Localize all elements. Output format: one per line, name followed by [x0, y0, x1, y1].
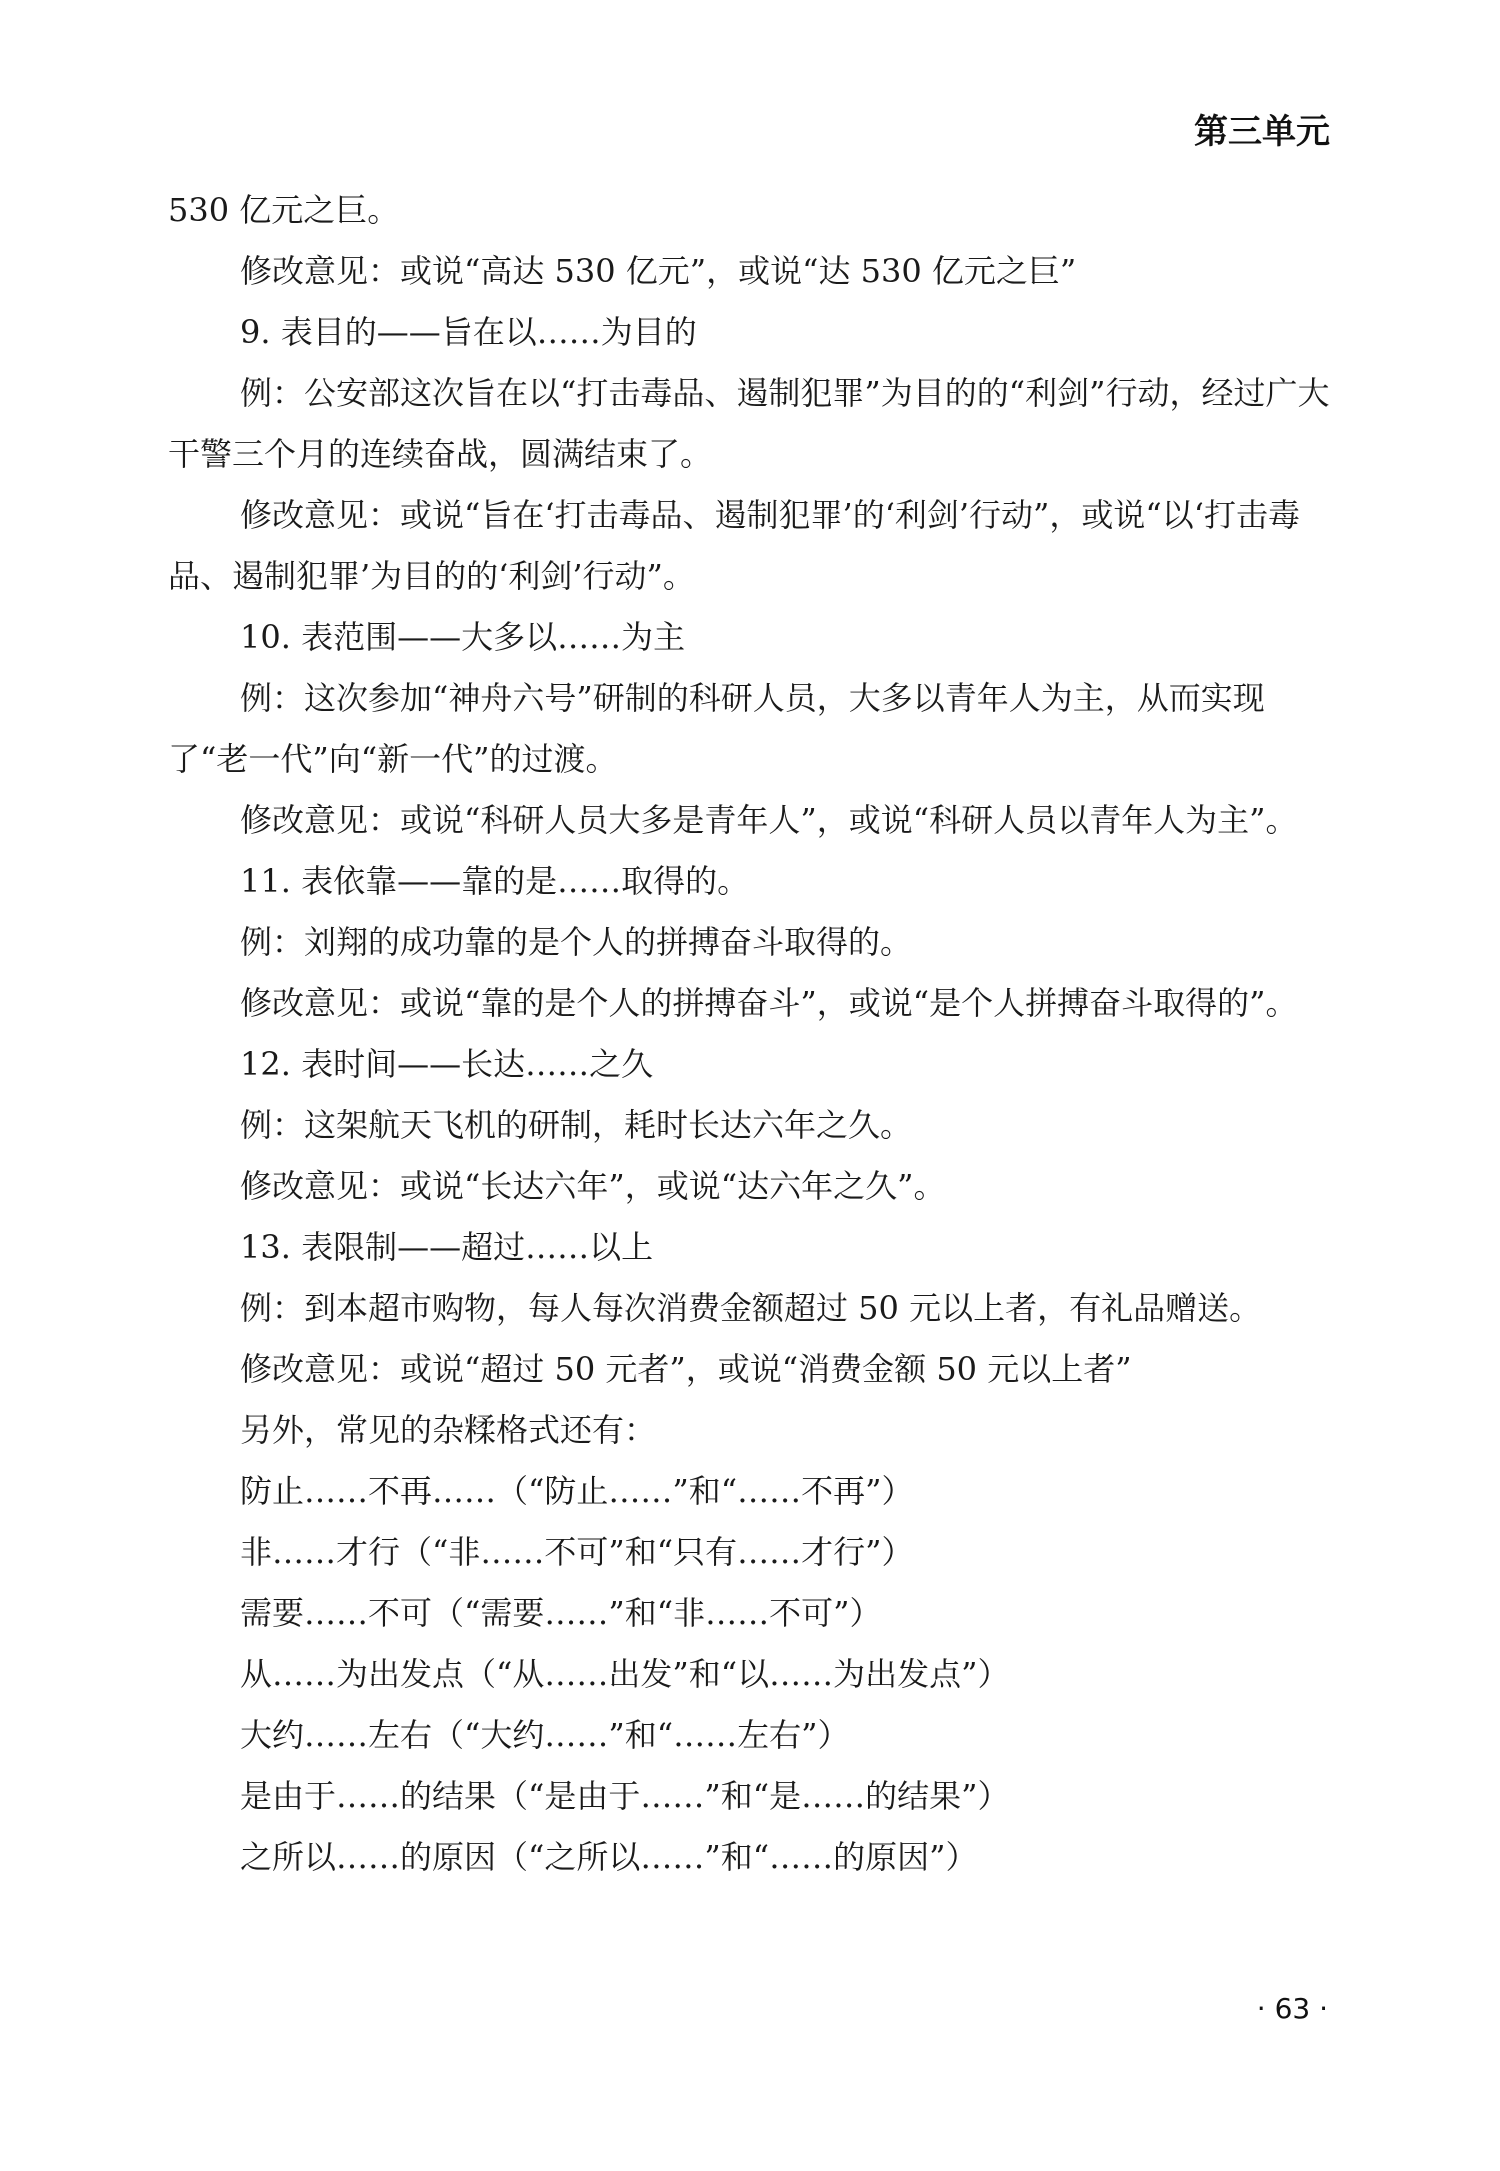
paragraph: 例：到本超市购物，每人每次消费金额超过 50 元以上者，有礼品赠送。	[240, 1289, 1262, 1327]
paragraph: 修改意见：或说“科研人员大多是青年人”，或说“科研人员以青年人为主”。	[240, 801, 1298, 839]
paragraph: 需要……不可（“需要……”和“非……不可”）	[240, 1594, 882, 1632]
body-text	[168, 180, 1330, 1888]
paragraph: 修改意见：或说“靠的是个人的拼搏奋斗”，或说“是个人拼搏奋斗取得的”。	[240, 984, 1298, 1022]
paragraph: 例：这次参加“神舟六号”研制的科研人员，大多以青年人为主，从而实现了“老一代”向“新一代”的过渡。	[168, 679, 1265, 778]
paragraph: 例：这架航天飞机的研制，耗时长达六年之久。	[240, 1106, 913, 1144]
paragraph: 11. 表依靠——靠的是……取得的。	[240, 862, 750, 900]
paragraph: 例：刘翔的成功靠的是个人的拼搏奋斗取得的。	[240, 923, 913, 961]
paragraph: 非……才行（“非……不可”和“只有……才行”）	[240, 1533, 914, 1571]
paragraph: 是由于……的结果（“是由于……”和“是……的结果”）	[240, 1777, 1010, 1815]
paragraph: 9. 表目的——旨在以……为目的	[240, 313, 697, 351]
paragraph: 13. 表限制——超过……以上	[240, 1228, 654, 1266]
paragraph: 大约……左右（“大约……”和“……左右”）	[240, 1716, 850, 1754]
paragraph: 之所以……的原因（“之所以……”和“……的原因”）	[240, 1838, 978, 1876]
paragraph: 12. 表时间——长达……之久	[240, 1045, 654, 1083]
paragraph: 530 亿元之巨。	[168, 191, 400, 229]
running-head: 第三单元	[1194, 112, 1330, 152]
paragraph: 从……为出发点（“从……出发”和“以……为出发点”）	[240, 1655, 1010, 1693]
paragraph: 例：公安部这次旨在以“打击毒品、遏制犯罪”为目的的“利剑”行动，经过广大干警三个月的连续奋战，圆满结束了。	[168, 374, 1330, 473]
paragraph: 防止……不再……（“防止……”和“……不再”）	[240, 1472, 914, 1510]
paragraph: 修改意见：或说“旨在‘打击毒品、遏制犯罪’的‘利剑’行动”，或说“以‘打击毒品、遏制犯罪’为目的的‘利剑’行动”。	[168, 496, 1300, 595]
paragraph: 另外，常见的杂糅格式还有：	[240, 1411, 657, 1449]
paragraph: 修改意见：或说“高达 530 亿元”，或说“达 530 亿元之巨”	[240, 252, 1077, 290]
paragraph: 修改意见：或说“长达六年”，或说“达六年之久”。	[240, 1167, 946, 1205]
paragraph: 修改意见：或说“超过 50 元者”，或说“消费金额 50 元以上者”	[240, 1350, 1132, 1388]
paragraph: 10. 表范围——大多以……为主	[240, 618, 686, 656]
page-number: · 63 ·	[1256, 1992, 1328, 2025]
